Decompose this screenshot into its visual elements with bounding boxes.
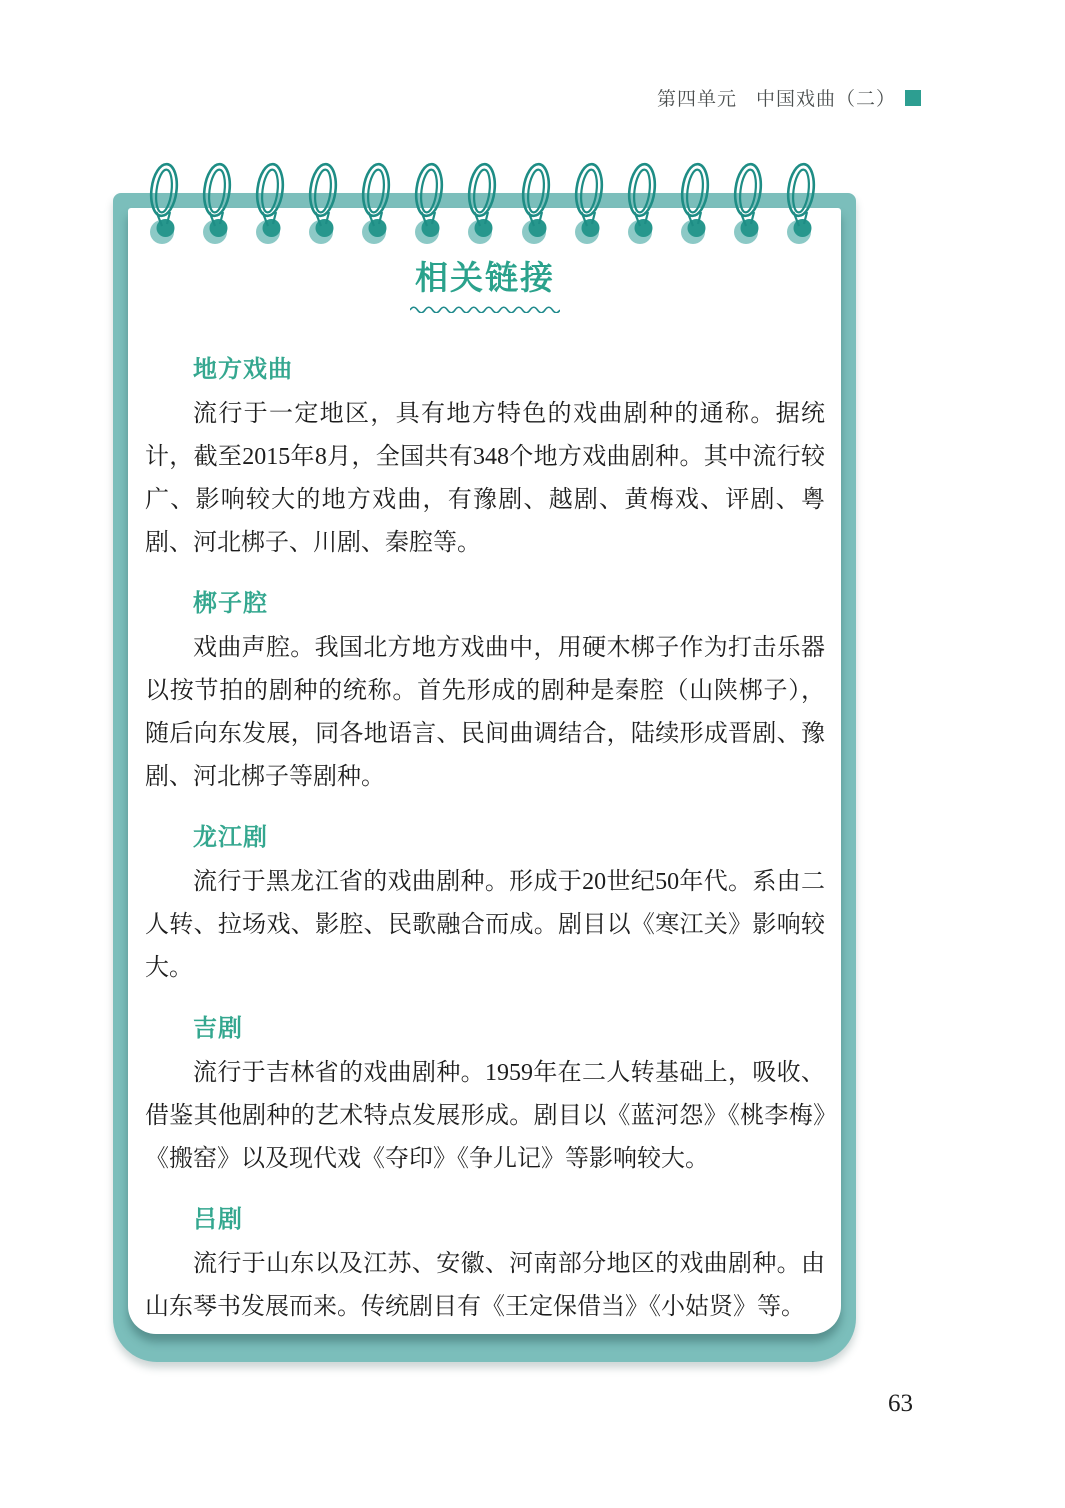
section bbox=[145, 1203, 825, 1329]
section-heading: 地方戏曲 bbox=[193, 356, 293, 383]
section bbox=[145, 1012, 825, 1181]
unit-marker-square-icon bbox=[905, 90, 921, 106]
section bbox=[145, 353, 825, 565]
section-heading: 吕剧 bbox=[193, 1206, 243, 1233]
section-body: 戏曲声腔。我国北方地方戏曲中，用硬木梆子作为打击乐器以按节拍的剧种的统称。首先形成的剧种是秦腔（山陕梆子），随后向东发展，同各地语言、民间曲调结合，陆续形成晋剧、豫剧、河北梆子等剧种。 bbox=[145, 635, 825, 790]
section-body: 流行于黑龙江省的戏曲剧种。形成于20世纪50年代。系由二人转、拉场戏、影腔、民歌融合而成。剧目以《寒江关》影响较大。 bbox=[145, 869, 825, 981]
running-header bbox=[657, 84, 921, 111]
section-heading: 龙江剧 bbox=[193, 824, 268, 851]
section bbox=[145, 587, 825, 799]
section bbox=[145, 821, 825, 990]
page-number: 63 bbox=[888, 1390, 913, 1417]
section-body: 流行于一定地区，具有地方特色的戏曲剧种的通称。据统计，截至2015年8月，全国共有348个地方戏曲剧种。其中流行较广、影响较大的地方戏曲，有豫剧、越剧、黄梅戏、评剧、粤剧、河北梆子、川剧、秦腔等。 bbox=[145, 401, 825, 556]
section-heading: 吉剧 bbox=[193, 1015, 243, 1042]
sections bbox=[145, 353, 825, 1329]
section-heading: 梆子腔 bbox=[193, 590, 268, 617]
panel-title: 相关链接 bbox=[415, 259, 555, 296]
notepad-inner bbox=[128, 208, 841, 1334]
section-body: 流行于吉林省的戏曲剧种。1959年在二人转基础上，吸收、借鉴其他剧种的艺术特点发展形成。剧目以《蓝河怨》《桃李梅》《搬窑》以及现代戏《夺印》《争儿记》等影响较大。 bbox=[145, 1060, 825, 1172]
wavy-underline-icon bbox=[410, 303, 560, 313]
unit-title: 中国戏曲（二） bbox=[755, 89, 896, 110]
unit-label: 第四单元 bbox=[656, 89, 737, 110]
notepad-panel bbox=[113, 193, 856, 1362]
section-body: 流行于山东以及江苏、安徽、河南部分地区的戏曲剧种。由山东琴书发展而来。传统剧目有《王定保借当》《小姑贤》等。 bbox=[145, 1251, 825, 1320]
